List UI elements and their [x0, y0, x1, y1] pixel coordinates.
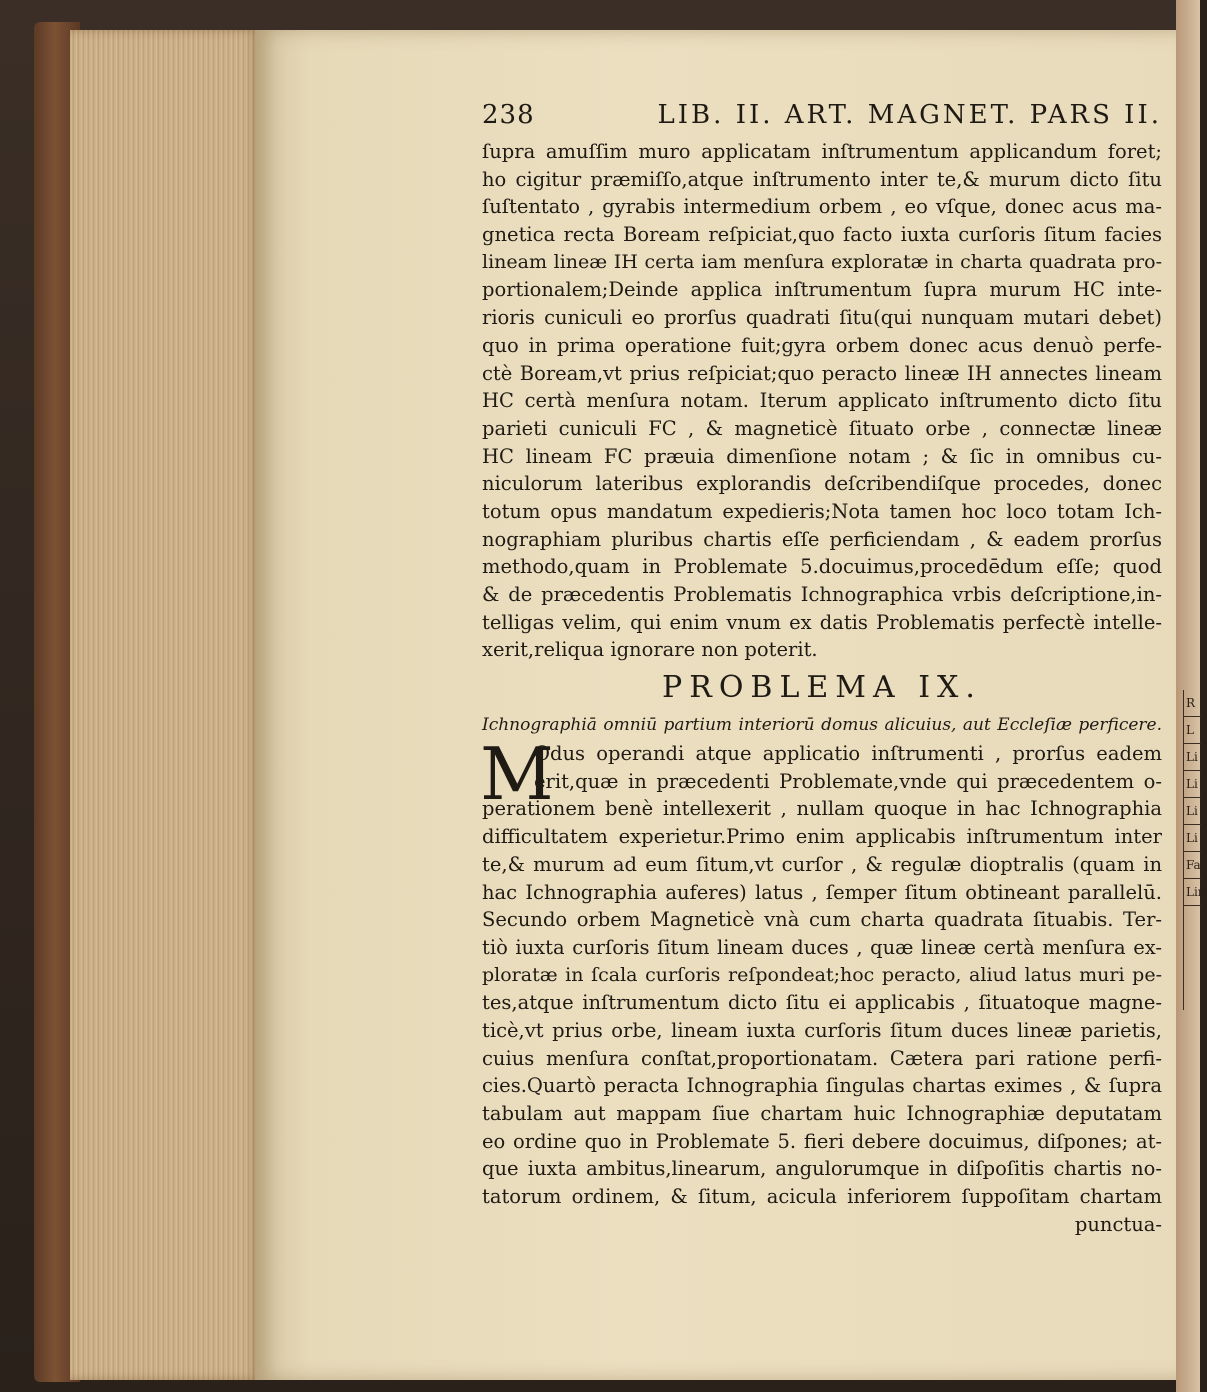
text-line: telligas velim, qui enim vnum ex datis Problematis perfectè intelle-: [482, 610, 1162, 634]
page-number: 238: [482, 100, 535, 130]
text-line: cies.Quartò peracta Ichnographia ſingulas chartas eximes , & ſupra: [482, 1074, 1162, 1098]
drop-cap: M: [480, 732, 554, 817]
text-line: te,& murum ad eum ſitum,vt curſor , & regulæ dioptralis (quam in: [482, 852, 1162, 876]
text-line: HC certà menſura notam. Iterum applicato inſtrumento dicto ſitu: [482, 389, 1162, 413]
text-line: tes,atque inſtrumentum dicto ſitu ei applicabis , ſituatoque magne-: [482, 991, 1162, 1015]
facing-tab: Li: [1184, 825, 1201, 852]
text-line: ctè Boream,vt prius reſpiciat;quo peracto lineæ IH annectes lineam: [482, 361, 1162, 385]
text-line: tiò iuxta curſoris ſitum lineam duces , quæ lineæ certà menſura ex-: [482, 935, 1162, 959]
text-line: totum opus mandatum expedieris;Nota tamen hoc loco totam Ich-: [482, 499, 1162, 523]
text-line: ploratæ in ſcala curſoris reſpondeat;hoc peracto, aliud latus muri pe-: [482, 963, 1162, 986]
text-block: [482, 100, 1162, 1238]
text-line: que iuxta ambitus,linearum, angulorumque in diſpoſitis chartis no-: [482, 1157, 1162, 1181]
text-line: methodo,quam in Problemate 5.docuimus,procedēdum eſſe; quod: [482, 555, 1162, 579]
facing-tab: R: [1184, 690, 1201, 717]
text-line: lineam lineæ IH certa iam menſura exploratæ in charta quadrata pro-: [482, 250, 1162, 273]
text-line: quo in prima operatione fuit;gyra orbem donec acus denuò perfe-: [482, 333, 1162, 357]
text-line: ſupra amuſſim muro applicatam inſtrumentum applicandum foret;: [482, 140, 1162, 163]
facing-tab: Li: [1184, 744, 1201, 771]
text-line: Odus operandi atque applicatio inſtrumenti , prorſus eadem: [534, 742, 1162, 766]
text-line: hac Ichnographia auferes) latus , ſemper ſitum obtineant parallelū.: [482, 880, 1162, 904]
facing-tab: Li: [1184, 798, 1201, 825]
text-line: xerit,reliqua ignorare non poterit.: [482, 638, 818, 662]
facing-page-tabs: [1183, 690, 1207, 1010]
paragraph-2: [480, 732, 1162, 1211]
running-title: LIB. II. ART. MAGNET. PARS II.: [657, 100, 1162, 130]
problem-heading: PROBLEMA IX.: [662, 670, 982, 706]
text-line: ho cigitur præmiſſo,atque inſtrumento inter te,& murum dicto ſitu: [482, 167, 1162, 191]
facing-tab: L: [1184, 717, 1201, 744]
text-line: ticè,vt prius orbe, lineam iuxta curſoris ſitum duces lineæ parietis,: [482, 1018, 1162, 1042]
facing-tab: Li: [1184, 771, 1201, 798]
text-line: difficultatem experietur.Primo enim applicabis inſtrumentum inter: [482, 825, 1162, 849]
text-line: eo ordine quo in Problemate 5. fieri debere docuimus, diſpones; at-: [482, 1129, 1162, 1153]
text-line: gnetica recta Boream reſpiciat,quo facto iuxta curſoris ſitum facies: [482, 223, 1162, 247]
text-line: niculorum lateribus explorandis deſcribendiſque procedes, donec: [482, 472, 1162, 496]
text-line: tabulam aut mappam ſiue chartam huic Ichnographiæ deputatam: [482, 1102, 1162, 1125]
paragraph-1: [482, 138, 1162, 664]
page-edges: [70, 30, 260, 1380]
text-line: & de præcedentis Problematis Ichnographica vrbis deſcriptione,in-: [482, 583, 1162, 606]
text-line: rioris cuniculi eo prorſus quadrati ſitu(qui nunquam mutari debet): [482, 306, 1162, 330]
text-line: erit,quæ in præcedenti Problemate,vnde qui præcedentem o-: [534, 769, 1162, 793]
text-line: perationem benè intellexerit , nullam quoque in hac Ichnographia: [482, 797, 1162, 821]
running-head: [482, 100, 1162, 138]
problem-subtitle: Ichnographiā omniū partium interiorū domus alicuius, aut Eccleſiæ perficere.: [482, 715, 1162, 736]
text-line: HC lineam FC præuia dimenſione notam ; & ſic in omnibus cu-: [482, 444, 1162, 468]
text-line: cuius menſura conſtat,proportionatam. Cætera pari ratione perfi-: [482, 1046, 1162, 1070]
text-line: parieti cuniculi FC , & magneticè ſituato orbe , connectæ lineæ: [482, 416, 1162, 440]
text-line: Secundo orbem Magneticè vnà cum charta quadrata ſituabis. Ter-: [482, 908, 1162, 932]
text-line: tatorum ordinem, & ſitum, acicula inferiorem ſuppoſitam chartam: [482, 1185, 1162, 1209]
catchword: punctua-: [1074, 1212, 1162, 1236]
text-line: ſuſtentato , gyrabis intermedium orbem , eo vſque, donec acus ma-: [482, 195, 1162, 219]
facing-tab: Fac: [1184, 852, 1201, 879]
facing-tab: Lin: [1184, 879, 1201, 906]
text-line: nographiam pluribus chartis eſſe perficiendam , & eadem prorſus: [482, 527, 1162, 551]
text-line: portionalem;Deinde applica inſtrumentum ſupra murum HC inte-: [482, 278, 1162, 302]
